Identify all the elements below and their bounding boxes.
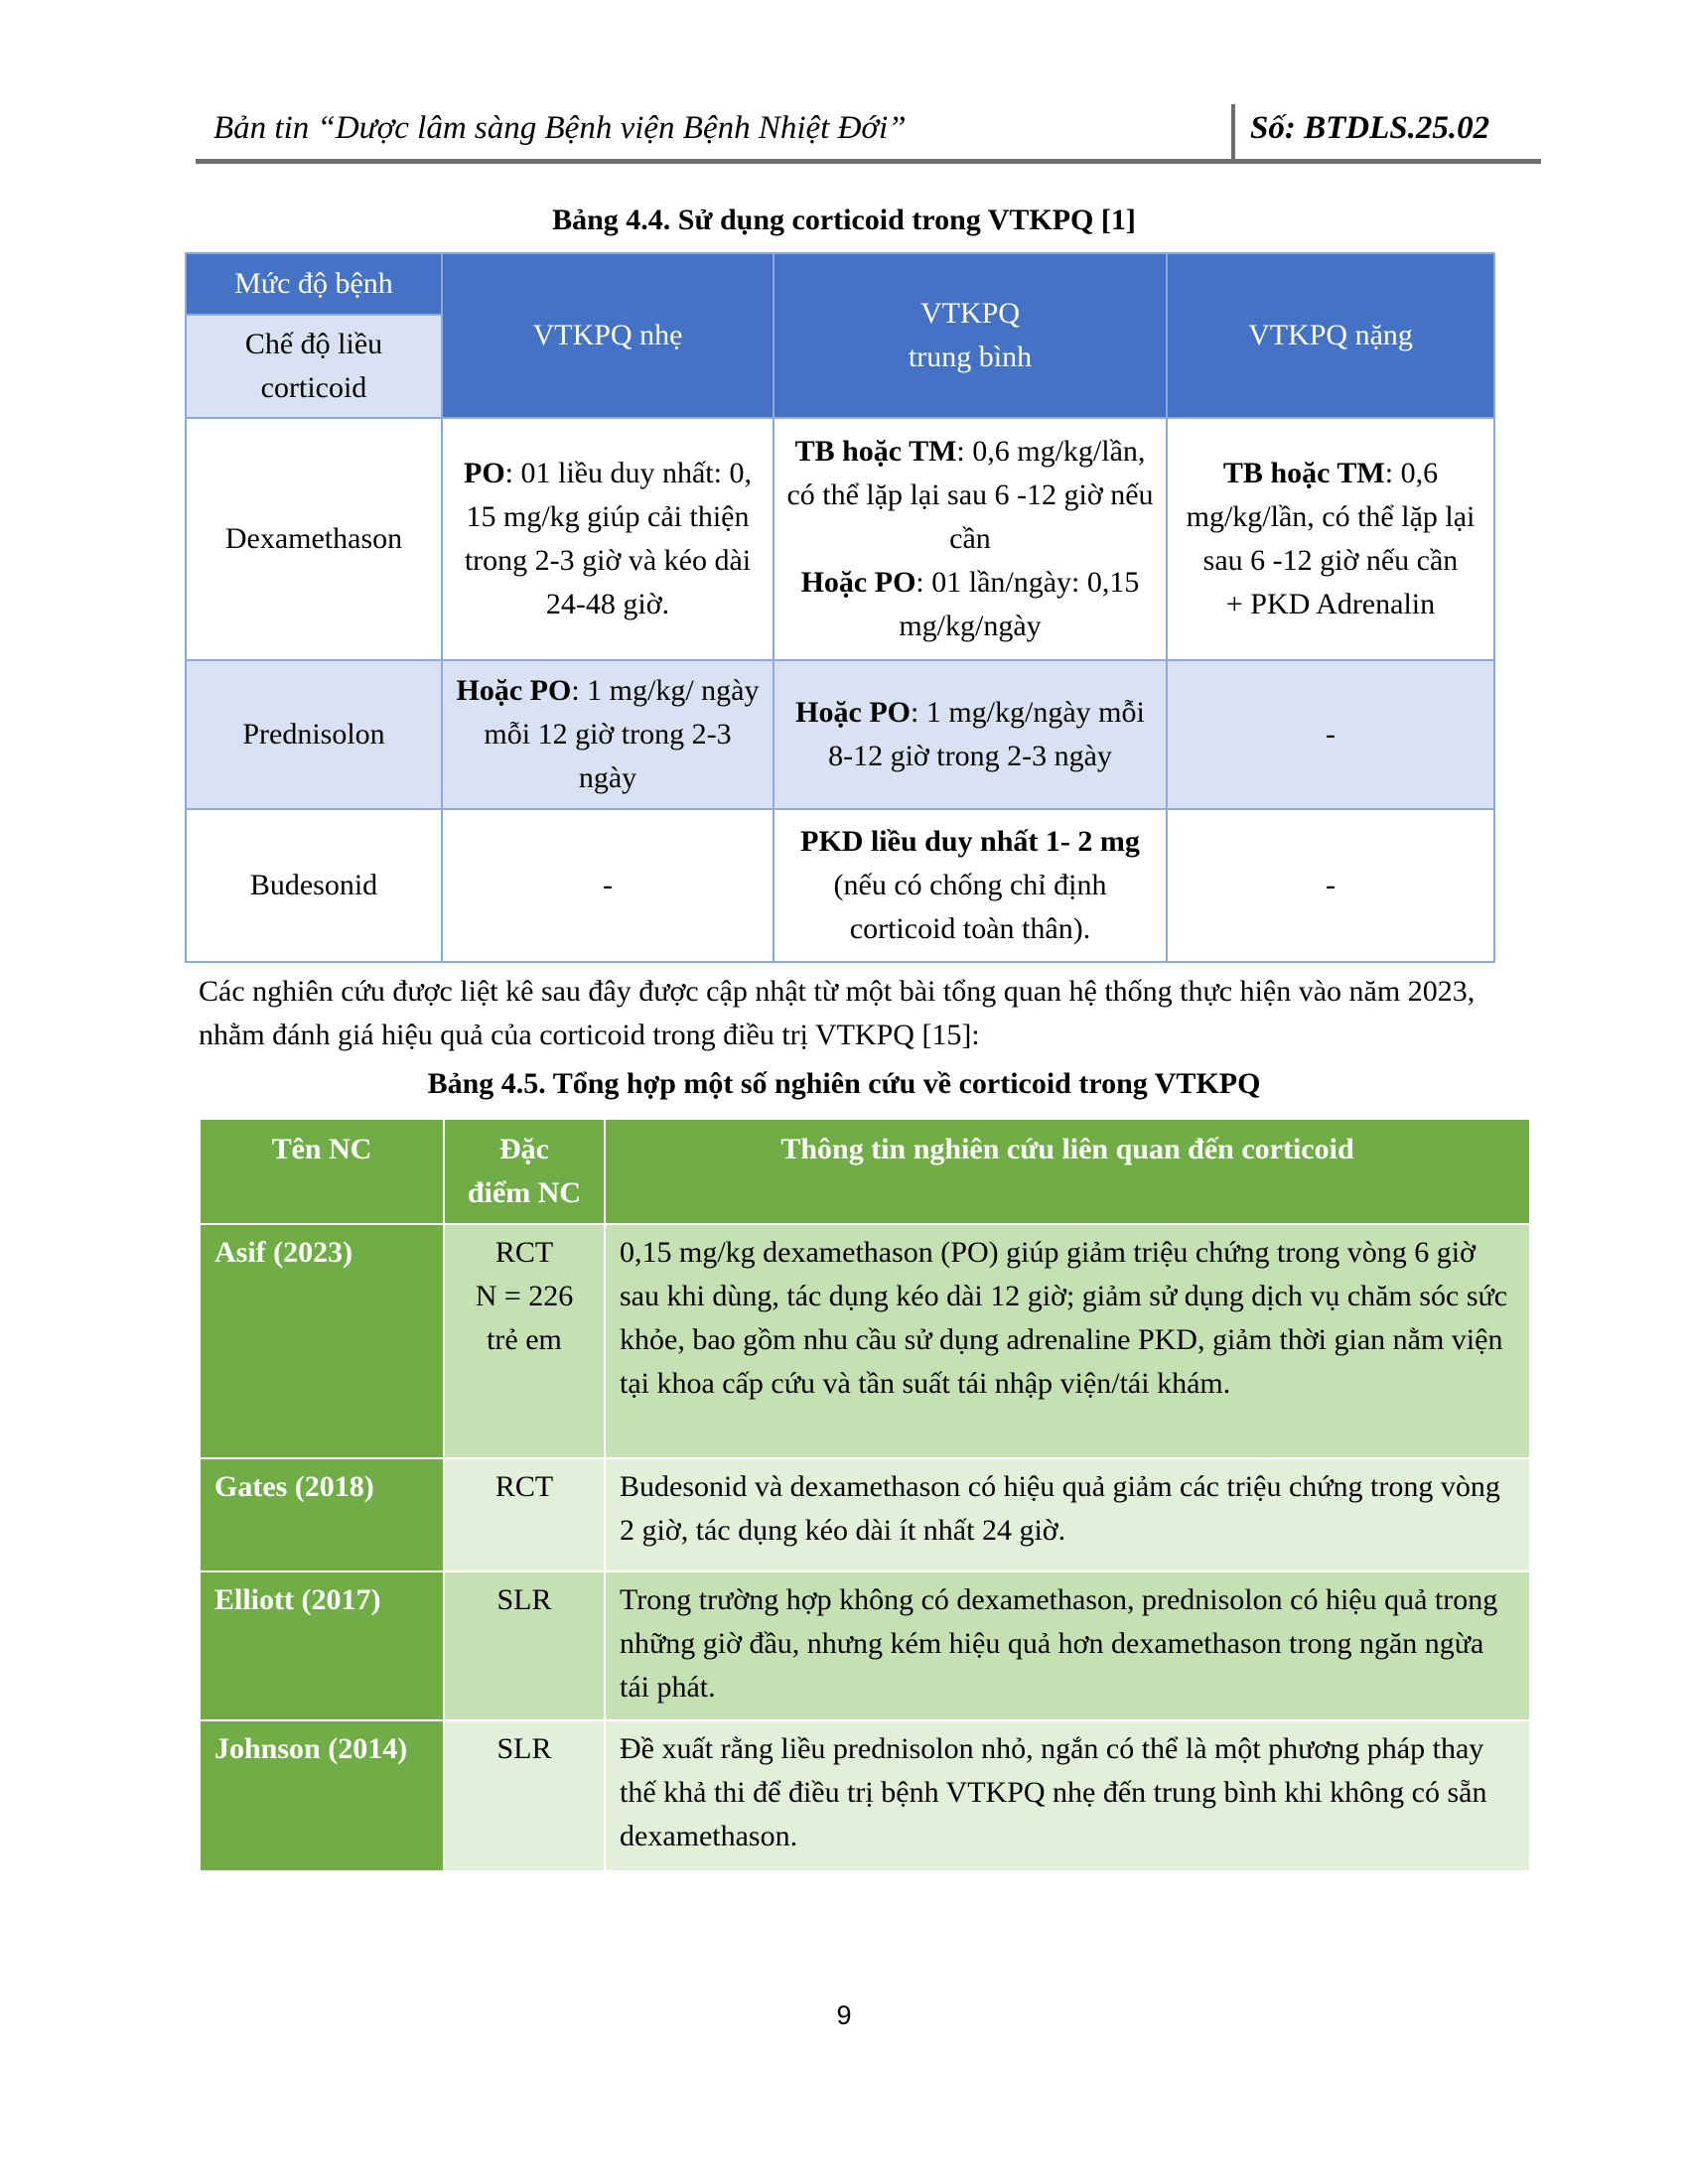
study-info: Trong trường hợp không có dexamethason, prednisolon có hiệu quả trong những giờ đầu, nhưng kém hiệu quả hơn dexamethason trong ngăn ngừa tái phát. bbox=[605, 1571, 1530, 1720]
study-name: Asif (2023) bbox=[200, 1224, 444, 1458]
table-row bbox=[200, 1458, 1530, 1571]
type-column-header: Đặc điểm NC bbox=[444, 1119, 605, 1224]
regimen-header: Chế độ liều corticoid bbox=[186, 315, 442, 418]
study-info: 0,15 mg/kg dexamethason (PO) giúp giảm triệu chứng trong vòng 6 giờ sau khi dùng, tác dụng kéo dài 12 giờ; giảm sử dụng dịch vụ chăm sóc sức khỏe, bao gồm nhu cầu sử dụng adrenaline PKD, giảm thời gian nằm viện tại khoa cấp cứu và tần suất tái nhập viện/tái khám. bbox=[605, 1224, 1530, 1458]
moderate-header: VTKPQ trung bình bbox=[774, 253, 1167, 418]
severity-header: Mức độ bệnh bbox=[186, 253, 442, 315]
study-name: Johnson (2014) bbox=[200, 1720, 444, 1871]
dose-cell: - bbox=[1167, 809, 1494, 962]
corticoid-studies-table bbox=[199, 1118, 1531, 1872]
corticoid-usage-table bbox=[185, 252, 1495, 963]
table-header-row bbox=[200, 1119, 1530, 1224]
dose-cell: - bbox=[1167, 660, 1494, 809]
name-column-header: Tên NC bbox=[200, 1119, 444, 1224]
dose-cell: Hoặc PO: 1 mg/kg/ngày mỗi 8-12 giờ trong 2-3 ngày bbox=[774, 660, 1167, 809]
study-type: SLR bbox=[444, 1571, 605, 1720]
dose-cell: PKD liều duy nhất 1- 2 mg (nếu có chống chỉ định corticoid toàn thân). bbox=[774, 809, 1167, 962]
header-divider bbox=[1231, 104, 1235, 160]
info-column-header: Thông tin nghiên cứu liên quan đến corticoid bbox=[605, 1119, 1530, 1224]
table-row bbox=[200, 1720, 1530, 1871]
study-type: RCT N = 226 trẻ em bbox=[444, 1224, 605, 1458]
dose-cell: TB hoặc TM: 0,6 mg/kg/lần, có thể lặp lại sau 6 -12 giờ nếu cần + PKD Adrenalin bbox=[1167, 418, 1494, 660]
study-info: Đề xuất rằng liều prednisolon nhỏ, ngắn có thể là một phương pháp thay thế khả thi để điều trị bệnh VTKPQ nhẹ đến trung bình khi không có sẵn dexamethason. bbox=[605, 1720, 1530, 1871]
drug-name: Prednisolon bbox=[186, 660, 442, 809]
table-row bbox=[186, 660, 1494, 809]
dose-cell: PO: 01 liều duy nhất: 0, 15 mg/kg giúp cải thiện trong 2-3 giờ và kéo dài 24-48 giờ. bbox=[442, 418, 774, 660]
issue-number: Số: BTDLS.25.02 bbox=[1250, 110, 1490, 146]
table-4-5-caption: Bảng 4.5. Tổng hợp một số nghiên cứu về corticoid trong VTKPQ bbox=[427, 1067, 1261, 1100]
severe-header: VTKPQ nặng bbox=[1167, 253, 1494, 418]
dose-cell: Hoặc PO: 1 mg/kg/ ngày mỗi 12 giờ trong 2-3 ngày bbox=[442, 660, 774, 809]
study-name: Elliott (2017) bbox=[200, 1571, 444, 1720]
study-type: RCT bbox=[444, 1458, 605, 1571]
dose-cell: TB hoặc TM: 0,6 mg/kg/lần, có thể lặp lại sau 6 -12 giờ nếu cần Hoặc PO: 01 lần/ngày: 0,15 mg/kg/ngày bbox=[774, 418, 1167, 660]
page-header bbox=[196, 104, 1541, 164]
drug-name: Budesonid bbox=[186, 809, 442, 962]
table-row bbox=[200, 1224, 1530, 1458]
intro-paragraph: Các nghiên cứu được liệt kê sau đây được cập nhật từ một bài tổng quan hệ thống thực hiện vào năm 2023, nhằm đánh giá hiệu quả của corticoid trong điều trị VTKPQ [15]: bbox=[199, 975, 1476, 1051]
header-rule bbox=[196, 159, 1541, 164]
table-row bbox=[186, 809, 1494, 962]
table-row bbox=[186, 418, 1494, 660]
page-number: 9 bbox=[836, 2000, 852, 2030]
dose-cell: - bbox=[442, 809, 774, 962]
table-4-4-caption: Bảng 4.4. Sử dụng corticoid trong VTKPQ [1] bbox=[552, 204, 1136, 236]
study-type: SLR bbox=[444, 1720, 605, 1871]
drug-name: Dexamethason bbox=[186, 418, 442, 660]
study-info: Budesonid và dexamethason có hiệu quả giảm các triệu chứng trong vòng 2 giờ, tác dụng kéo dài ít nhất 24 giờ. bbox=[605, 1458, 1530, 1571]
bulletin-title: Bản tin “Dược lâm sàng Bệnh viện Bệnh Nhiệt Đới” bbox=[213, 110, 907, 146]
table-row bbox=[200, 1571, 1530, 1720]
study-name: Gates (2018) bbox=[200, 1458, 444, 1571]
mild-header: VTKPQ nhẹ bbox=[442, 253, 774, 418]
